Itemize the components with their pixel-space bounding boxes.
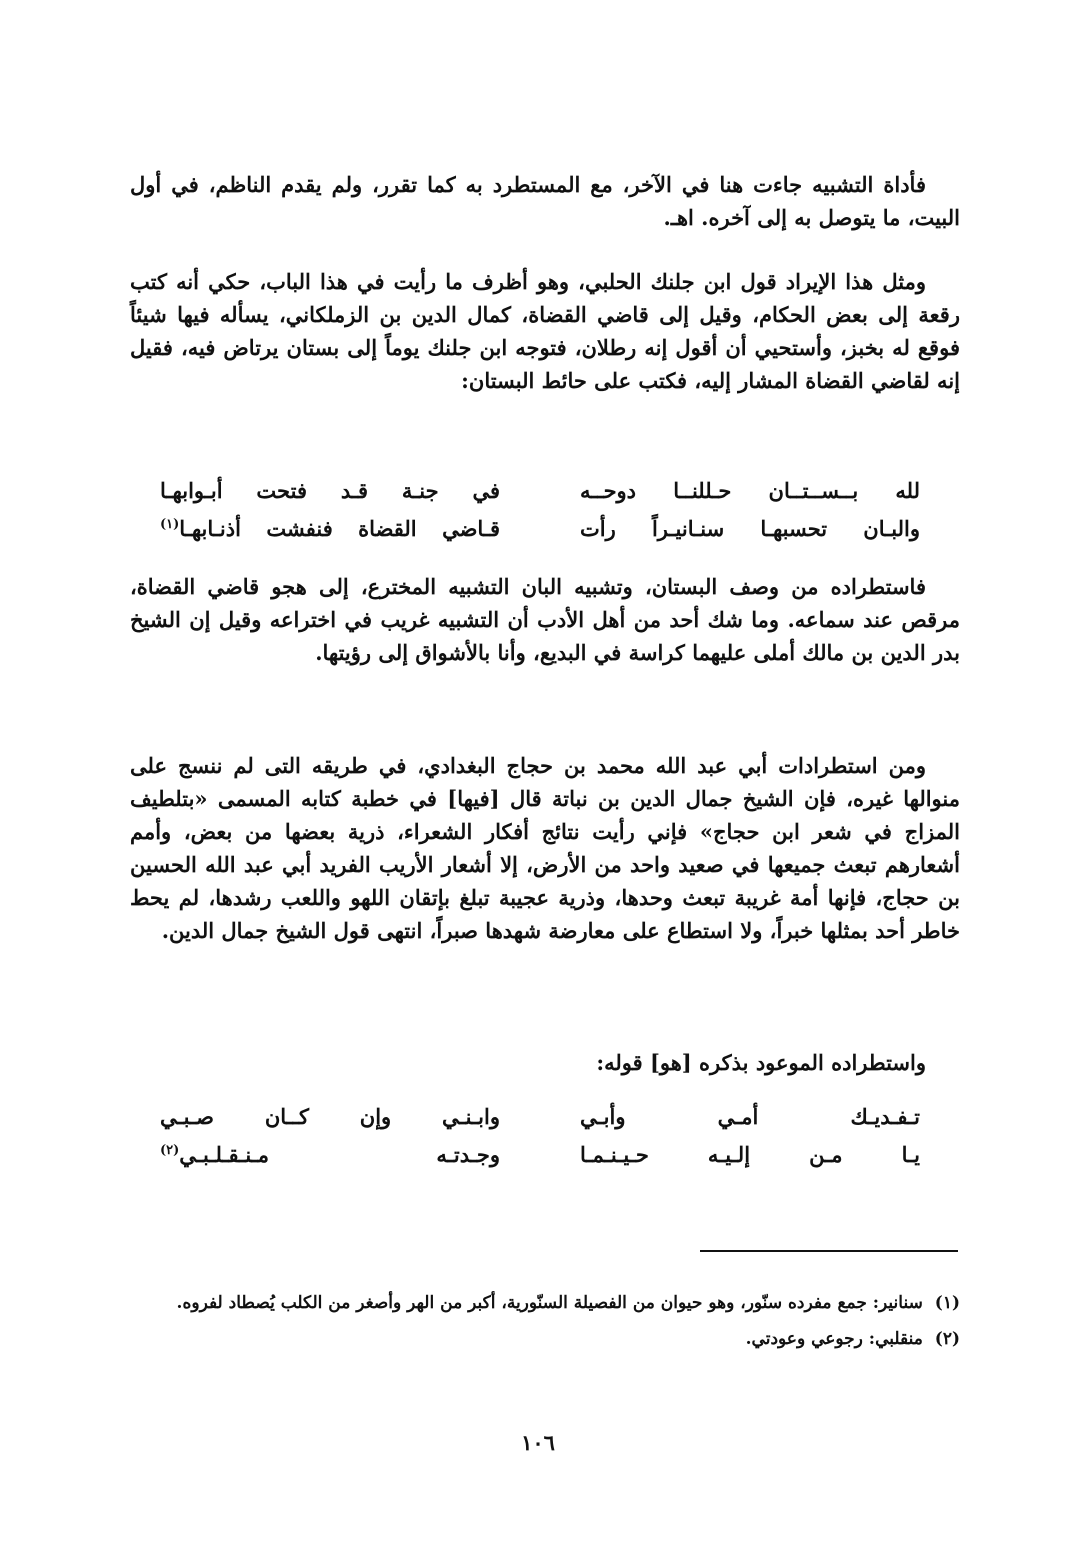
verse-first-hemistich: يـا مـن إلـيـه حـيـنـمـا	[580, 1142, 920, 1167]
verse-second-hemistich-text: قـاضي القضاة فنفشت أذنـابهـا	[179, 516, 500, 541]
page-number: ١٠٦	[521, 1430, 555, 1455]
verse-second-hemistich	[160, 1136, 500, 1174]
verse-second-hemistich-text: وجـدتـه مـنـقـلـبـي	[179, 1142, 500, 1167]
verse-second-hemistich: في جنـة قـد فتحت أبـوابهـا	[160, 478, 500, 503]
paragraph-5: واستطراده الموعود بذكره [هو] قوله:	[596, 1050, 926, 1075]
verse-first-hemistich: تـفـديـك أمـي وأبـي	[580, 1104, 920, 1129]
verse-second-hemistich	[160, 510, 500, 548]
paragraph-1: فأداة التشبيه جاءت هنا في الآخر، مع المستطرد به كما تقرر، ولم يقدم الناظم، في أول البيت، ما يتوصل به إلى آخره. اهـ.	[130, 172, 960, 230]
footnote-text: منقلبي: رجوعي وعودتي.	[745, 1329, 923, 1349]
verse-second-hemistich: وابـنـي وإن كــان صـبـي	[160, 1104, 500, 1129]
paragraph-4: ومن استطرادات أبي عبد الله محمد بن حجاج البغدادي، في طريقه التى لم ننسج على منوالها غيره، فإن الشيخ جمال الدين بن نباتة قال [فيها] في خطبة كتابه المسمى «بتلطيف المزاج في شعر ابن حجاج» فإني رأيت نتائج أفكار الشعراء، ذرية بعضها من بعض، وأمم أشعارهم تبعث جميعها في صعيد واحد من الأرض، إلا أشعار الأريب الفريد أبي عبد الله الحسين بن حجاج، فإنها أمة غريبة تبعث وحدها، وذرية عجيبة تبلغ بإتقان اللهو واللعب رشدها، لم يحط خاطر أحد بمثلها خبراً، ولا استطاع على معارضة شهدها صبراً، انتهى قول الشيخ جمال الدين.	[130, 753, 960, 943]
footnote-number: (١)	[934, 1293, 960, 1313]
footnotes	[130, 1288, 960, 1360]
footnote-text: سنانير: جمع مفرده سنّور، وهو حيوان من الفصيلة السنّورية، أكبر من الهر وأصغر من الكلب يُصطاد لفروه.	[176, 1293, 923, 1313]
paragraph-2: ومثل هذا الإيراد قول ابن جلنك الحلبي، وهو أظرف ما رأيت في هذا الباب، حكي أنه كتب رقعة إلى بعض الحكام، وقيل إلى قاضي القضاة، كمال الدين بن الزملكاني، يسأله فيها شيئاً فوقع له بخبز، وأستحيي أن أقول إنه رطلان، فتوجه ابن جلنك يوماً إلى بستان يرتاض فيه، فقيل إنه لقاضي القضاة المشار إليه، فكتب على حائط البستان:	[130, 269, 960, 393]
poem-verses-2	[160, 1098, 920, 1174]
footnote-1	[130, 1288, 960, 1318]
footnote-2	[130, 1324, 960, 1354]
verse-line	[160, 1136, 920, 1174]
poem-verses-1	[160, 472, 920, 548]
footnote-ref: (١)	[160, 517, 180, 532]
footnote-ref: (٢)	[160, 1143, 180, 1158]
footnote-number: (٢)	[934, 1329, 960, 1349]
verse-line	[160, 510, 920, 548]
paragraph-3: فاستطراده من وصف البستان، وتشبيه البان التشبيه المخترع، إلى هجو قاضي القضاة، مرقص عند سماعه. وما شك أحد من أهل الأدب أن التشبيه غريب في اختراعه وقيل إن الشيخ بدر الدين بن مالك أملى عليهما كراسة في البديع، وأنا بالأشواق إلى رؤيتها.	[130, 574, 960, 665]
verse-first-hemistich: والبـان تحسبهـا سنـانيـراً رأت	[580, 516, 920, 541]
verse-line	[160, 1098, 920, 1136]
verse-line	[160, 472, 920, 510]
verse-first-hemistich: لله بــســتــان حـللنــا دوحــه	[580, 478, 920, 503]
footnote-divider	[700, 1250, 958, 1252]
